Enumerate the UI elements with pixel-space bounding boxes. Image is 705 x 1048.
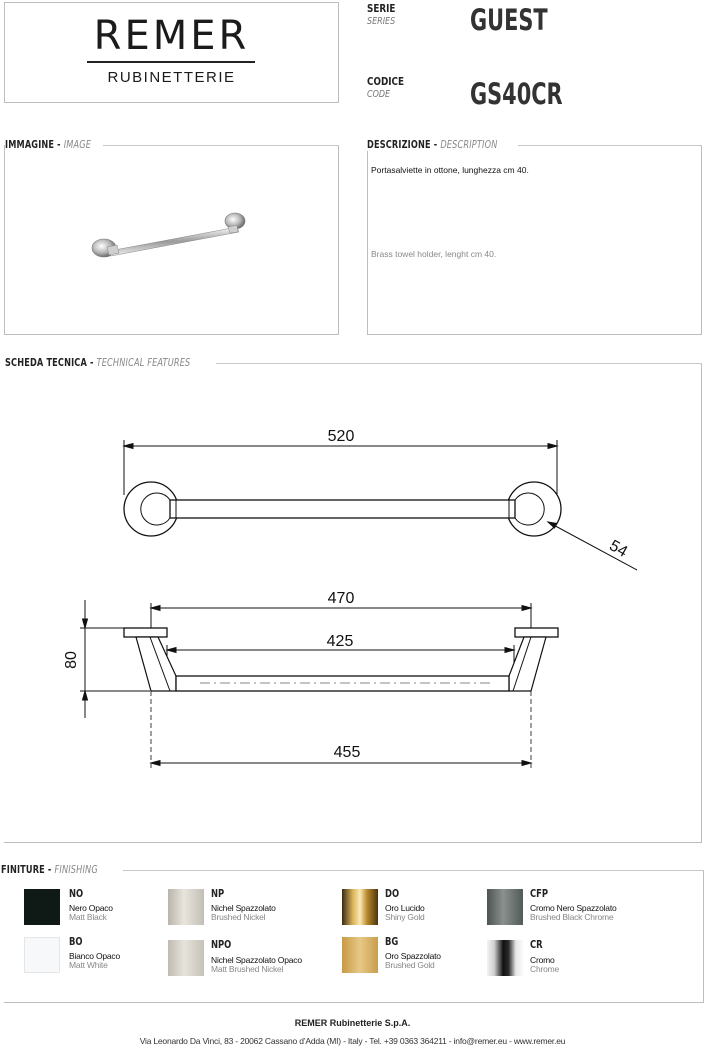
finish-swatch-np [168, 889, 204, 925]
dim-overall-length: 470 [327, 590, 355, 607]
description-text-en: Brass towel holder, lenght cm 40. [371, 249, 497, 259]
dim-base-length: 455 [333, 744, 361, 761]
finish-name-en-bo: Matt White [69, 960, 108, 970]
technical-section-line [216, 363, 702, 364]
code-label-en: CODE [367, 89, 391, 100]
dim-diameter: 54 [606, 537, 631, 561]
finish-name-en-cr: Chrome [530, 964, 560, 974]
finish-swatch-bo [24, 937, 60, 973]
finish-swatch-do [342, 889, 378, 925]
finish-name-it-npo: Nichel Spazzolato Opaco [211, 955, 302, 965]
finish-code-bo: BO [69, 936, 83, 948]
finish-code-do: DO [385, 888, 400, 900]
finish-name-en-np: Brushed Nickel [211, 912, 266, 922]
code-label-it: CODICE [367, 75, 404, 88]
finish-name-it-bo: Bianco Opaco [69, 951, 120, 961]
series-label-en: SERIES [367, 16, 396, 27]
finish-name-it-do: Oro Lucido [385, 903, 425, 913]
finish-swatch-cr [487, 940, 523, 976]
finish-code-cfp: CFP [530, 888, 549, 900]
description-section-title: DESCRIZIONE - DESCRIPTION [367, 139, 501, 151]
brand-name: REMER [93, 13, 250, 59]
finish-name-it-cr: Cromo [530, 955, 555, 965]
description-text-it: Portasalviette in ottone, lunghezza cm 40. [371, 165, 529, 175]
brand-divider [87, 61, 255, 63]
product-image [85, 205, 255, 265]
finish-swatch-cfp [487, 889, 523, 925]
image-section-title: IMMAGINE - IMAGE [5, 139, 94, 151]
finish-name-en-do: Shiny Gold [385, 912, 425, 922]
finish-name-it-cfp: Cromo Nero Spazzolato [530, 903, 617, 913]
series-label-it: SERIE [367, 2, 396, 15]
dim-top-length: 520 [327, 428, 355, 445]
finish-code-bg: BG [385, 936, 399, 948]
series-value: GUEST [470, 3, 548, 37]
finish-swatch-npo [168, 940, 204, 976]
finishing-section-title: FINITURE - FINISHING [1, 864, 101, 876]
finish-name-en-cfp: Brushed Black Chrome [530, 912, 614, 922]
description-section-line [518, 145, 702, 146]
finish-swatch-no [24, 889, 60, 925]
finish-name-en-no: Matt Black [69, 912, 107, 922]
finish-swatch-bg [342, 937, 378, 973]
technical-drawing [0, 370, 705, 840]
logo-box [4, 2, 339, 103]
finish-code-cr: CR [530, 939, 543, 951]
finish-name-en-bg: Brushed Gold [385, 960, 435, 970]
finish-code-npo: NPO [211, 939, 232, 951]
finish-code-np: NP [211, 888, 225, 900]
finish-name-it-np: Nichel Spazzolato [211, 903, 276, 913]
dim-height: 80 [63, 651, 80, 669]
brand-sub: RUBINETTERIE [107, 69, 236, 86]
finish-name-en-npo: Matt Brushed Nickel [211, 964, 284, 974]
finishing-section-line [123, 870, 704, 871]
finish-name-it-bg: Oro Spazzolato [385, 951, 441, 961]
footer-company: REMER Rubinetterie S.p.A. [294, 1018, 411, 1028]
code-value: GS40CR [470, 77, 563, 111]
finish-name-it-no: Nero Opaco [69, 903, 113, 913]
image-section-line [103, 145, 339, 146]
footer-address: Via Leonardo Da Vinci, 83 - 20062 Cassano d’Adda (MI) - Italy - Tel. +39 0363 364211 - info@remer.eu - www.remer.eu [139, 1036, 566, 1046]
dim-inner-length: 425 [326, 633, 354, 650]
finish-code-no: NO [69, 888, 84, 900]
technical-section-title: SCHEDA TECNICA - TECHNICAL FEATURES [5, 357, 194, 369]
